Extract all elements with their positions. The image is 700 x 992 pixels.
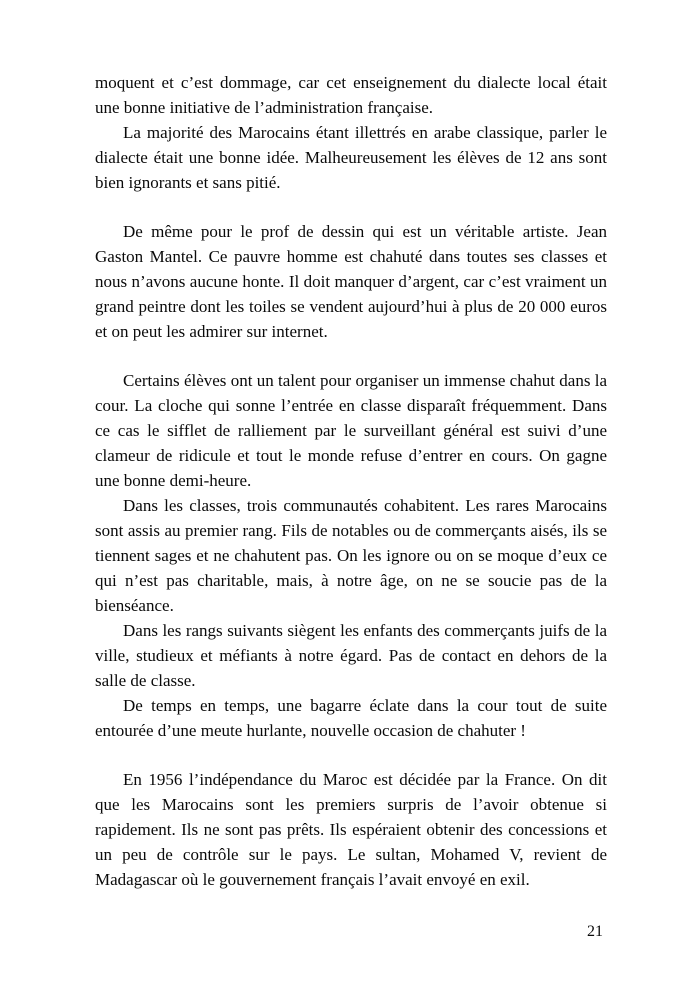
paragraph: Certains élèves ont un talent pour organiser un immense chahut dans la cour. La cloche qui sonne l’entrée en classe disparaît fréquemment. Dans ce cas le sifflet de ralliement par le surveillant général est suivi d’une clameur de ridicule et tout le monde refuse d’entrer en cours. On gagne une bonne demi-heure. — [95, 371, 607, 490]
text-block — [95, 70, 607, 892]
paragraph: La majorité des Marocains étant illettrés en arabe classique, parler le dialecte était une bonne idée. Malheureusement les élèves de 12 ans sont bien ignorants et sans pitié. — [95, 123, 607, 192]
paragraph: De même pour le prof de dessin qui est un véritable artiste. Jean Gaston Mantel. Ce pauvre homme est chahuté dans toutes ses classes et nous n’avons aucune honte. Il doit manquer d’argent, car c’est vraiment un grand peintre dont les toiles se vendent aujourd’hui à plus de 20 000 euros et on peut les admirer sur internet. — [95, 222, 607, 341]
paragraph: Dans les rangs suivants siègent les enfants des commerçants juifs de la ville, studieux et méfiants à notre égard. Pas de contact en dehors de la salle de classe. — [95, 621, 607, 690]
paragraph: Dans les classes, trois communautés cohabitent. Les rares Marocains sont assis au premier rang. Fils de notables ou de commerçants aisés, ils se tiennent sages et ne chahutent pas. On les ignore ou on se moque d’eux ce qui n’est pas charitable, mais, à notre âge, on ne se soucie pas de la bienséance. — [95, 496, 607, 615]
page-number: 21 — [587, 923, 603, 940]
paragraph: En 1956 l’indépendance du Maroc est décidée par la France. On dit que les Marocains sont les premiers surpris de l’avoir obtenue si rapidement. Ils ne sont pas prêts. Ils espéraient obtenir des concessions et un peu de contrôle sur le pays. Le sultan, Mohamed V, revient de Madagascar où le gouvernement français l’avait envoyé en exil. — [95, 770, 607, 889]
paragraph: moquent et c’est dommage, car cet enseignement du dialecte local était une bonne initiative de l’administration française. — [95, 73, 607, 117]
paragraph: De temps en temps, une bagarre éclate dans la cour tout de suite entourée d’une meute hurlante, nouvelle occasion de chahuter ! — [95, 696, 607, 740]
